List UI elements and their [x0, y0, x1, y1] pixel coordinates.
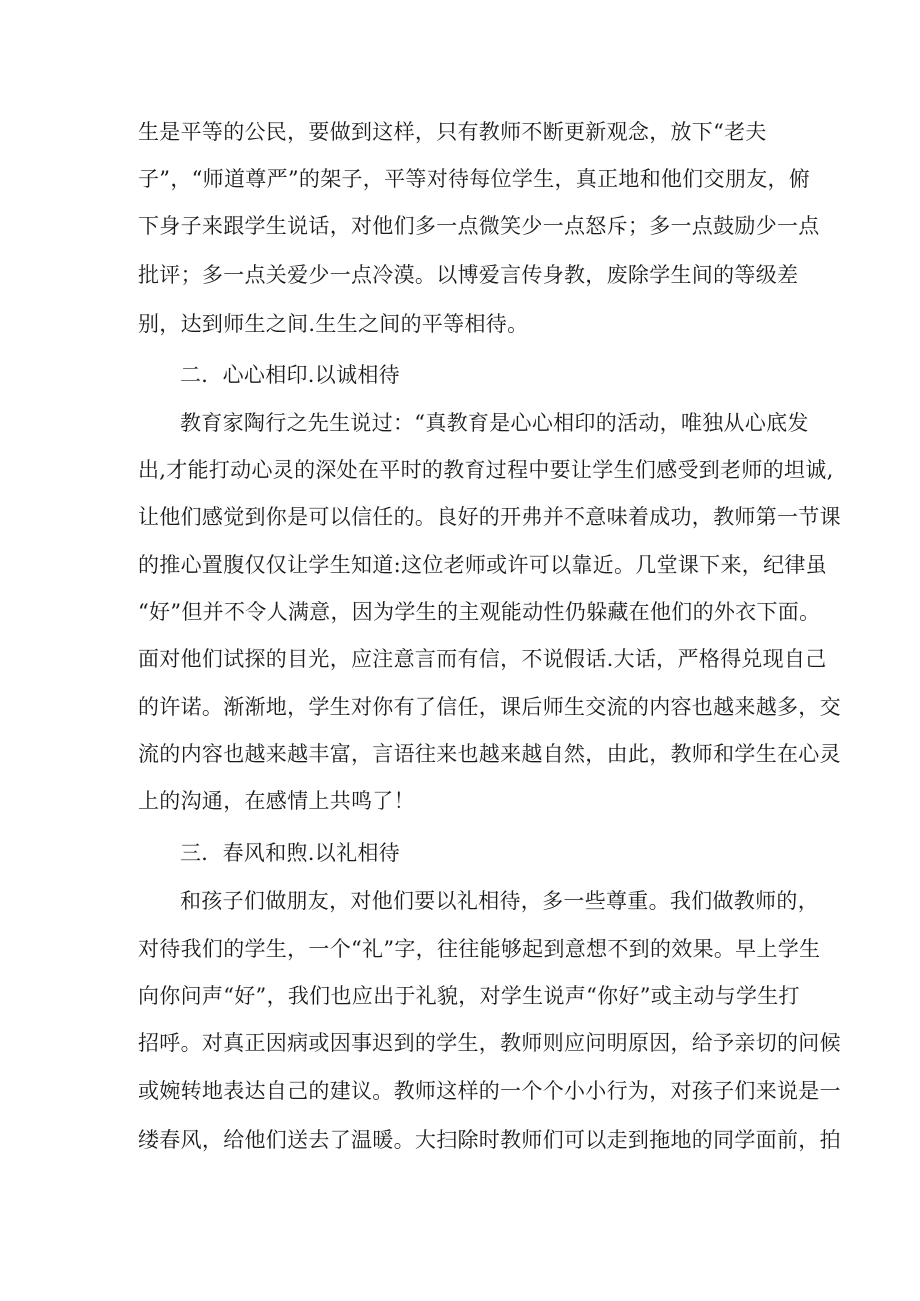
paragraph-line: 批评；多一点关爱少一点冷漠。以博爱言传身教，废除学生间的等级差	[138, 263, 799, 287]
paragraph-line: 招呼。对真正因病或因事迟到的学生，教师则应问明原因，给予亲切的问候	[138, 1031, 841, 1055]
paragraph-line: 的许诺。渐渐地，学生对你有了信任，课后师生交流的内容也越来越多，交	[138, 695, 841, 719]
paragraph-line: 流的内容也越来越丰富，言语往来也越来越自然，由此，教师和学生在心灵	[138, 742, 841, 766]
paragraph-line: 或婉转地表达自己的建议。教师这样的一个个小小行为，对孩子们来说是一	[138, 1079, 841, 1103]
paragraph-line: 下身子来跟学生说话，对他们多一点微笑少一点怒斥；多一点鼓励少一点	[138, 214, 820, 238]
paragraph-line: 的推心置腹仅仅让学生知道:这位老师或许可以靠近。几堂课下来，纪律虽	[138, 553, 827, 577]
paragraph-line: 缕春风，给他们送去了温暖。大扫除时教师们可以走到拖地的同学面前，拍	[138, 1128, 841, 1152]
paragraph-line: 让他们感觉到你是可以信任的。良好的开弗并不意味着成功，教师第一节课	[138, 505, 841, 529]
paragraph-line: 生是平等的公民，要做到这样，只有教师不断更新观念，放下“老夫	[138, 120, 767, 144]
paragraph-line: 出,才能打动心灵的深处在平时的教育过程中要让学生们感受到老师的坦诚,	[138, 458, 834, 482]
paragraph-line: 面对他们试探的目光，应注意言而有信，不说假话.大话，严格得兑现自己	[138, 647, 827, 671]
section-heading: 三．春风和煦.以礼相待	[180, 841, 400, 865]
paragraph-line: 教育家陶行之先生说过：“真教育是心心相印的活动，唯独从心底发	[180, 411, 809, 435]
section-heading: 二．心心相印.以诚相待	[180, 363, 400, 387]
paragraph-line: 别，达到师生之间.生生之间的平等相待。	[138, 312, 529, 336]
paragraph-line: 上的沟通，在感情上共鸣了！	[138, 789, 415, 813]
paragraph-line: “好”但并不令人满意，因为学生的主观能动性仍躲藏在他们的外衣下面。	[138, 600, 821, 624]
paragraph-line: 向你问声“好”，我们也应出于礼貌，对学生说声“你好”或主动与学生打	[138, 984, 800, 1008]
paragraph-line: 子”，“师道尊严”的架子，平等对待每位学生，真正地和他们交朋友，俯	[138, 167, 811, 191]
paragraph-line: 和孩子们做朋友，对他们要以礼相待，多一些尊重。我们做教师的，	[180, 889, 819, 913]
paragraph-line: 对待我们的学生，一个“礼”字，往往能够起到意想不到的效果。早上学生	[138, 937, 821, 961]
